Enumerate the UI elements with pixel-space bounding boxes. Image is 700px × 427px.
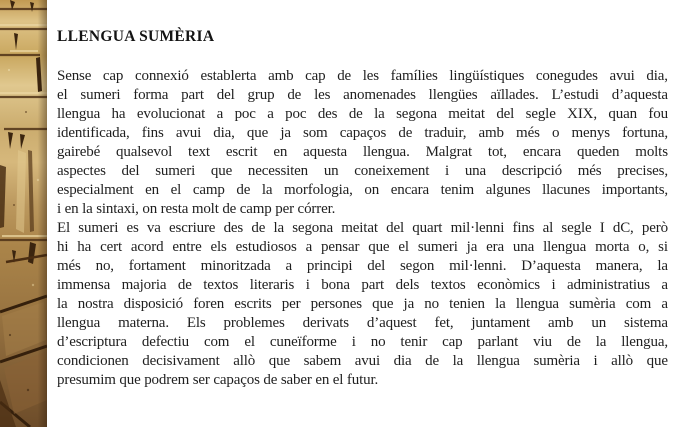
word: establerta	[200, 68, 257, 84]
word: encara	[390, 182, 429, 198]
word: especialment	[57, 182, 134, 198]
word: molts	[635, 144, 668, 160]
word: principi	[306, 258, 353, 274]
word: que	[246, 125, 269, 141]
word: una	[512, 239, 535, 255]
text-line	[57, 181, 668, 200]
word: conegudes	[535, 68, 598, 84]
word: de	[251, 220, 266, 236]
word: camp	[192, 182, 225, 198]
word: dia	[393, 353, 412, 369]
word: a	[305, 239, 313, 255]
word: un	[323, 163, 339, 179]
word: del	[386, 220, 404, 236]
word: derivats	[302, 315, 349, 331]
word: queden	[576, 144, 620, 160]
word: forma	[133, 87, 169, 103]
word: de	[337, 68, 352, 84]
text-line	[57, 238, 668, 257]
word: D’aquesta	[521, 258, 581, 274]
word: llengua	[476, 353, 520, 369]
word: dia,	[213, 125, 235, 141]
word: ja	[466, 239, 478, 255]
word: escrit	[225, 144, 258, 160]
word: disposició	[123, 296, 184, 312]
article	[57, 28, 668, 390]
word: i	[351, 334, 356, 350]
word: qualsevol	[116, 144, 173, 160]
word: ha	[111, 106, 126, 122]
word: identificada,	[57, 125, 130, 141]
word: com	[203, 334, 230, 350]
word: avui	[609, 68, 635, 84]
word: nostra	[77, 296, 114, 312]
word: XIX,	[567, 106, 597, 122]
word: traduir,	[424, 125, 467, 141]
word: gairebé	[57, 144, 101, 160]
word: poc	[285, 106, 307, 122]
word: llengua	[543, 239, 587, 255]
word: la	[261, 182, 273, 198]
word: hi	[57, 239, 69, 255]
word: o	[551, 125, 560, 141]
article-title: LLENGUA SUMÈRIA	[57, 28, 215, 45]
cuneiform-tablet-image	[0, 0, 47, 427]
word: El	[57, 220, 71, 236]
word: connexió	[134, 68, 189, 84]
word: Sense	[57, 68, 92, 84]
text-line	[57, 105, 668, 124]
word: amb	[548, 315, 574, 331]
word: allò	[233, 353, 256, 369]
word: del	[216, 87, 235, 103]
word: sumeri	[155, 163, 196, 179]
word: avui	[354, 353, 380, 369]
word: immensa	[57, 277, 111, 293]
word: literaris	[249, 277, 295, 293]
text-line: presumim que podrem ser capaços de saber en el futur.	[57, 372, 379, 388]
word: el	[244, 334, 255, 350]
word: decisivament	[142, 353, 220, 369]
word: la	[657, 258, 668, 274]
word: tenien	[449, 296, 485, 312]
word: la	[495, 296, 506, 312]
word: I	[599, 220, 605, 236]
word: viu	[533, 334, 552, 350]
word: si	[658, 239, 668, 255]
text-line	[57, 333, 668, 352]
word: més	[577, 163, 602, 179]
word: a	[216, 106, 224, 122]
word: cap	[305, 68, 326, 84]
word: manera,	[595, 258, 643, 274]
word: o,	[638, 239, 650, 255]
word: famílies	[390, 68, 438, 84]
word: d’escriptura	[57, 334, 127, 350]
word: L’estudi	[551, 87, 599, 103]
word: segle	[561, 220, 592, 236]
word: cap	[442, 334, 463, 350]
word: grup	[247, 87, 275, 103]
word: meitat	[448, 106, 485, 122]
text-line	[57, 86, 668, 105]
word: part	[181, 87, 204, 103]
word: i	[551, 277, 556, 293]
word: quart	[412, 220, 443, 236]
word: llengua	[515, 296, 559, 312]
word: defectiu	[141, 334, 189, 350]
word: segon	[400, 258, 435, 274]
word: problemes	[223, 315, 285, 331]
word: textos	[430, 277, 466, 293]
word: tenim	[440, 182, 475, 198]
text-line	[57, 257, 668, 276]
word: morfologia,	[284, 182, 353, 198]
word: i	[593, 353, 598, 369]
word: algunes	[485, 182, 531, 198]
word: la	[452, 353, 464, 369]
word: evolucionat	[136, 106, 206, 122]
word: no	[424, 296, 439, 312]
word: anomenades	[343, 87, 416, 103]
word: segona	[396, 106, 437, 122]
word: fet,	[434, 315, 454, 331]
word: per	[281, 296, 301, 312]
word: text	[188, 144, 210, 160]
word: persones	[310, 296, 362, 312]
word: a	[661, 296, 668, 312]
word: del	[496, 106, 515, 122]
word: pensar	[321, 239, 360, 255]
word: i	[305, 277, 310, 293]
word: menys	[571, 125, 610, 141]
word: del	[121, 163, 140, 179]
word: que	[210, 163, 233, 179]
word: part	[361, 277, 385, 293]
word: cert	[100, 239, 122, 255]
word: llengua	[57, 315, 101, 331]
word: tenir	[400, 334, 428, 350]
word: bona	[321, 277, 350, 293]
word: llengües	[428, 87, 478, 103]
word: i	[445, 163, 450, 179]
word: mil·lenni.	[449, 258, 507, 274]
text-line: i en la sintaxi, on resta molt de camp per córrer.	[57, 201, 336, 217]
word: segle	[525, 106, 556, 122]
word: de	[398, 125, 413, 141]
word: fins	[141, 125, 164, 141]
word: en	[273, 144, 288, 160]
word: tot,	[487, 144, 507, 160]
word: des	[223, 220, 244, 236]
word: ja	[403, 296, 415, 312]
word: estudiosos	[235, 239, 297, 255]
word: avui	[175, 125, 202, 141]
word: un	[591, 315, 607, 331]
word: no,	[95, 258, 114, 274]
word: precises,	[617, 163, 668, 179]
word: sistema	[624, 315, 668, 331]
text-line	[57, 162, 668, 181]
text-line	[57, 67, 668, 86]
word: capaços	[339, 125, 387, 141]
word: on	[364, 182, 380, 198]
word: fortament	[128, 258, 186, 274]
word: sumèria	[533, 353, 580, 369]
word: el	[57, 87, 68, 103]
word: les	[362, 68, 379, 84]
word: la	[57, 296, 68, 312]
word: minoritzada	[200, 258, 271, 274]
word: allò	[611, 353, 634, 369]
word: sumeri	[417, 239, 458, 255]
word: dC,	[612, 220, 634, 236]
word: Malgrat	[425, 144, 473, 160]
word: va	[146, 220, 161, 236]
word: coneixement	[354, 163, 430, 179]
word: d’aquest	[366, 315, 417, 331]
word: de	[236, 182, 251, 198]
word: la	[273, 220, 284, 236]
word: sumeri	[78, 220, 119, 236]
word: dels	[395, 277, 420, 293]
article-body	[57, 67, 668, 390]
word: majoria	[121, 277, 167, 293]
word: meitat	[341, 220, 378, 236]
word: aïllades.	[490, 87, 539, 103]
word: que	[646, 353, 668, 369]
word: aquesta	[303, 144, 348, 160]
word: de	[177, 277, 192, 293]
word: llacunes	[542, 182, 591, 198]
word: mil·lenni	[450, 220, 505, 236]
word: ja	[280, 125, 291, 141]
text-line	[57, 124, 668, 143]
word: fortuna,	[622, 125, 668, 141]
word: descripció	[501, 163, 562, 179]
word: foren	[193, 296, 225, 312]
word: el	[398, 239, 409, 255]
word: poc	[234, 106, 256, 122]
text-line	[57, 219, 668, 238]
word: materna.	[118, 315, 169, 331]
word: que	[372, 296, 394, 312]
word: quan	[608, 106, 637, 122]
word: amb	[478, 125, 504, 141]
word: entre	[172, 239, 202, 255]
word: textos	[203, 277, 239, 293]
word: acord	[130, 239, 164, 255]
word: més	[516, 125, 540, 141]
word: els	[210, 239, 227, 255]
word: llengua.	[362, 144, 410, 160]
word: a	[661, 277, 668, 293]
word: les	[314, 87, 331, 103]
word: escrits	[234, 296, 272, 312]
word: no	[370, 334, 386, 350]
word: de	[287, 87, 302, 103]
word: a	[267, 106, 274, 122]
word: importants,	[601, 182, 668, 198]
word: de	[348, 106, 363, 122]
word: de	[425, 353, 439, 369]
word: una	[464, 163, 487, 179]
word: com	[625, 296, 652, 312]
word: cap	[102, 68, 124, 84]
word: d’aquesta	[611, 87, 668, 103]
word: ha	[77, 239, 92, 255]
word: Els	[186, 315, 206, 331]
word: condicionen	[57, 353, 129, 369]
word: lingüístiques	[449, 68, 525, 84]
word: llengua,	[621, 334, 668, 350]
text-line	[57, 314, 668, 333]
word: sumeri	[80, 87, 121, 103]
word: més	[57, 258, 81, 274]
word: aspectes	[57, 163, 106, 179]
word: des	[317, 106, 338, 122]
word: al	[542, 220, 554, 236]
word: en	[145, 182, 159, 198]
word: de	[566, 334, 581, 350]
word: que	[268, 353, 290, 369]
word: amb	[268, 68, 294, 84]
word: sabem	[303, 353, 342, 369]
word: la	[374, 106, 385, 122]
word: som	[303, 125, 328, 141]
word: parlant	[477, 334, 519, 350]
word: que	[368, 239, 390, 255]
word: el	[170, 182, 182, 198]
word: fou	[648, 106, 668, 122]
word: escriure	[169, 220, 216, 236]
word: cuneïforme	[269, 334, 337, 350]
word: llengua	[57, 106, 101, 122]
word: segona	[292, 220, 334, 236]
word: juntament	[471, 315, 531, 331]
word: però	[641, 220, 668, 236]
text-line	[57, 143, 668, 162]
word: fins	[512, 220, 535, 236]
word: era	[486, 239, 504, 255]
text-line	[57, 295, 668, 314]
word: encara	[522, 144, 562, 160]
word: morta	[595, 239, 630, 255]
text-line	[57, 276, 668, 295]
word: econòmics	[477, 277, 540, 293]
word: es	[126, 220, 139, 236]
word: sumèria	[569, 296, 616, 312]
word: administratius	[567, 277, 650, 293]
word: dia,	[646, 68, 668, 84]
text-line	[57, 352, 668, 371]
word: necessiten	[247, 163, 309, 179]
word: la	[595, 334, 607, 350]
word: a	[285, 258, 293, 274]
word: del	[367, 258, 386, 274]
